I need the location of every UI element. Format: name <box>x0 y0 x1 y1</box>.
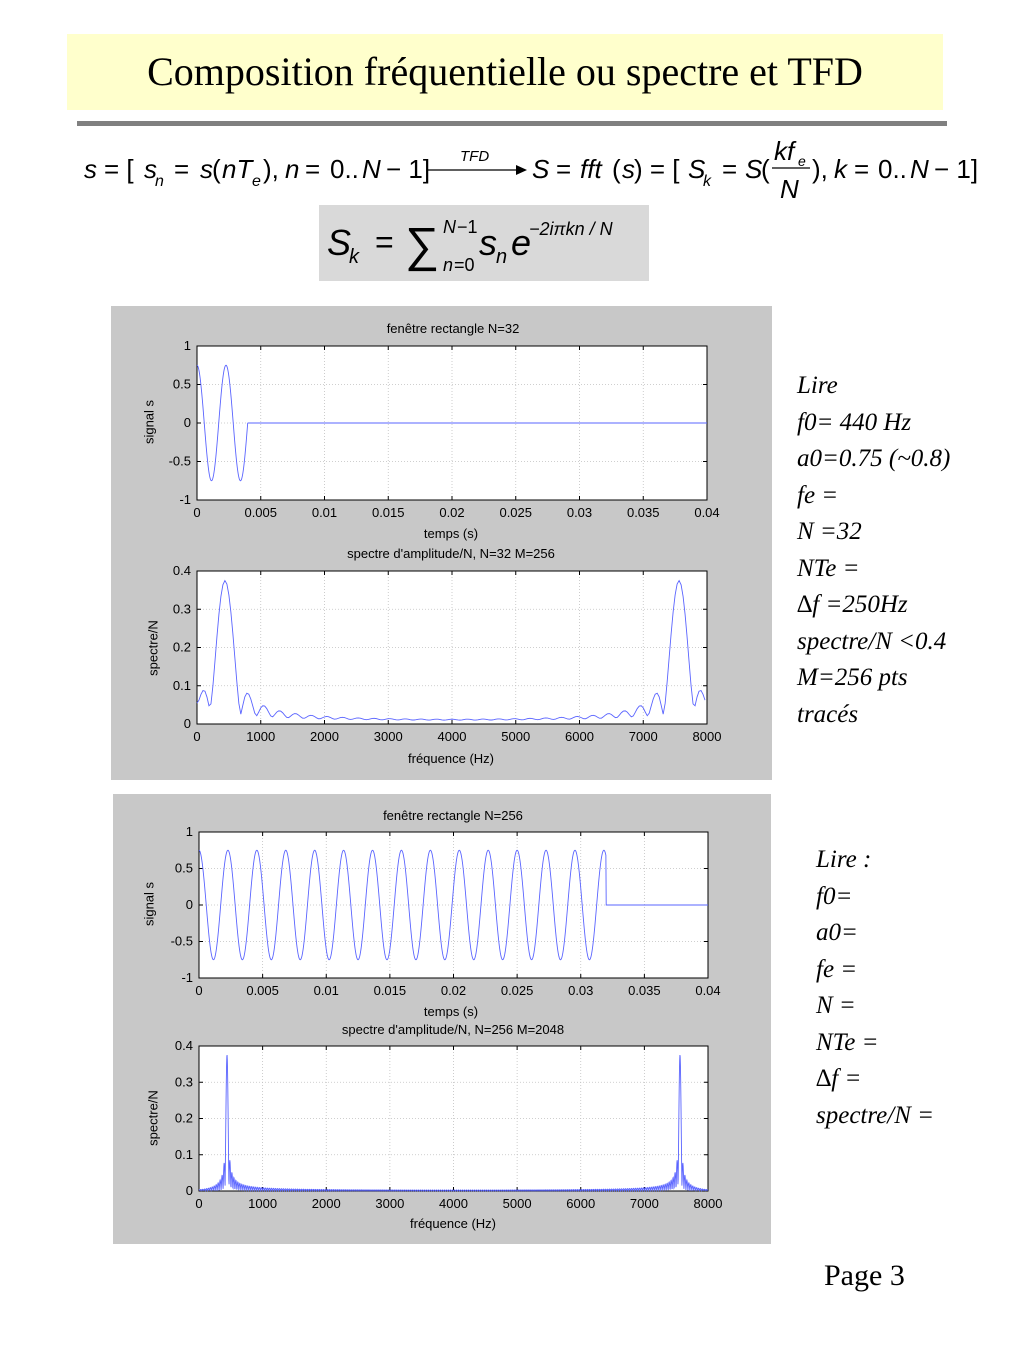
svg-text:(: ( <box>612 154 621 184</box>
y-axis-label-signal-n256: signal s <box>141 881 157 927</box>
y-tick-label: -0.5 <box>170 933 193 949</box>
note-line: spectre/N <0.4 <box>797 627 947 655</box>
svg-text:k: k <box>703 173 711 190</box>
x-tick-label: 0 <box>195 1196 203 1211</box>
svg-text:S: S <box>532 154 550 184</box>
note-line: f0= 440 Hz <box>797 408 912 436</box>
note-line: NTe = <box>816 1028 879 1056</box>
x-tick-label: 0.035 <box>626 505 660 520</box>
x-tick-label: 1000 <box>246 729 276 744</box>
x-tick-label: 8000 <box>693 1196 723 1211</box>
svg-text:S: S <box>327 222 352 263</box>
x-axis-label-spectrum-n32: fréquence (Hz) <box>408 751 494 766</box>
svg-text:(: ( <box>761 154 770 184</box>
note-line: ∆f = <box>816 1065 862 1092</box>
y-tick-label: 0.1 <box>172 677 191 693</box>
svg-text:−1: −1 <box>457 217 478 237</box>
svg-text:e: e <box>252 173 261 190</box>
svg-text:=: = <box>722 154 738 184</box>
svg-text:s: s <box>200 154 213 184</box>
figure-panel-n32 <box>111 306 772 780</box>
x-axis-label-spectrum-n256: fréquence (Hz) <box>410 1216 496 1231</box>
x-tick-label: 0.01 <box>313 983 339 998</box>
x-tick-label: 7000 <box>628 729 658 744</box>
svg-text:= [: = [ <box>104 154 134 184</box>
svg-text:N: N <box>362 154 381 184</box>
y-axis-label-spectrum-n32: spectre/N <box>145 620 161 676</box>
svg-text:TFD: TFD <box>460 148 490 165</box>
note-line: spectre/N = <box>816 1101 935 1129</box>
svg-text:=: = <box>556 154 572 184</box>
note-line: f0= <box>816 882 853 910</box>
x-tick-label: 0.025 <box>500 983 534 998</box>
svg-text:−2iπkn / N: −2iπkn / N <box>529 219 613 239</box>
note-line: fe = <box>816 955 858 983</box>
y-tick-label: 0.2 <box>174 1110 193 1126</box>
x-tick-label: 0.03 <box>566 505 593 520</box>
y-tick-label: 0 <box>183 716 191 731</box>
y-axis-label-spectrum-n256: spectre/N <box>145 1090 161 1146</box>
chart-title-spectrum-n32: spectre d'amplitude/N, N=32 M=256 <box>347 546 555 561</box>
svg-text:N: N <box>910 154 929 184</box>
svg-text:s: s <box>479 222 497 263</box>
x-tick-label: 8000 <box>692 729 722 744</box>
reading-notes-n32 <box>797 368 950 733</box>
x-tick-label: 0.025 <box>499 505 533 520</box>
y-tick-label: 0.3 <box>172 601 191 617</box>
y-tick-label: -0.5 <box>168 453 191 469</box>
svg-text:− 1]: − 1] <box>386 154 431 184</box>
svg-text:s: s <box>622 154 635 184</box>
chart-title-signal-n256: fenêtre rectangle N=256 <box>383 808 523 823</box>
y-tick-label: 0 <box>185 897 193 912</box>
svg-text:n: n <box>496 246 508 268</box>
x-tick-label: 4000 <box>437 729 467 744</box>
svg-text:nT: nT <box>222 154 253 184</box>
x-tick-label: 0.005 <box>244 505 278 520</box>
y-tick-label: 0 <box>185 1183 193 1198</box>
x-tick-label: 5000 <box>502 1196 532 1211</box>
x-tick-label: 0.015 <box>371 505 405 520</box>
x-tick-label: 0 <box>193 729 201 744</box>
svg-text:kf: kf <box>774 136 795 166</box>
slide-title: Composition fréquentielle ou spectre et TFD <box>147 49 863 94</box>
y-tick-label: -1 <box>179 492 191 507</box>
svg-text:S: S <box>745 154 763 184</box>
svg-text:k: k <box>349 246 359 268</box>
svg-text:),: ), <box>812 154 828 184</box>
page-number: Page 3 <box>824 1259 905 1292</box>
x-tick-label: 0.005 <box>246 983 279 998</box>
svg-text:s: s <box>144 154 157 184</box>
chart-signal-n32 <box>111 306 772 780</box>
note-line: Lire <box>797 372 838 399</box>
note-line: tracés <box>797 700 859 728</box>
chart-signal-n256 <box>113 794 771 1244</box>
svg-text:e: e <box>511 222 532 263</box>
chart-title-signal-n32: fenêtre rectangle N=32 <box>386 321 520 336</box>
x-tick-label: 0.035 <box>628 983 661 998</box>
note-line: N = <box>816 992 856 1019</box>
y-tick-label: 1 <box>183 338 191 353</box>
x-tick-label: 4000 <box>439 1196 468 1211</box>
note-line: N =32 <box>797 518 862 545</box>
x-tick-label: 0.01 <box>311 505 338 520</box>
svg-text:),: ), <box>263 154 279 184</box>
x-tick-label: 3000 <box>375 1196 405 1211</box>
y-axis-label-signal-n32: signal s <box>141 399 157 445</box>
svg-text:=: = <box>854 154 870 184</box>
x-tick-label: 2000 <box>311 1196 341 1211</box>
note-line: NTe = <box>797 554 860 582</box>
dft-sum-formula <box>319 205 649 281</box>
x-tick-label: 1000 <box>248 1196 278 1211</box>
x-tick-label: 7000 <box>629 1196 659 1211</box>
y-tick-label: 0.5 <box>172 376 191 392</box>
svg-text:S: S <box>688 154 706 184</box>
y-tick-label: 0.1 <box>174 1146 193 1162</box>
svg-text:) = [: ) = [ <box>634 154 680 184</box>
figure-panel-n256 <box>113 794 771 1244</box>
x-tick-label: 6000 <box>565 729 594 744</box>
reading-notes-n256 <box>816 842 934 1134</box>
svg-text:=: = <box>375 224 394 260</box>
x-tick-label: 0.02 <box>440 983 467 998</box>
x-tick-label: 5000 <box>501 729 531 744</box>
svg-text:∑: ∑ <box>405 219 440 272</box>
x-tick-label: 3000 <box>373 729 403 744</box>
svg-text:0..: 0.. <box>330 154 359 184</box>
x-tick-label: 0.015 <box>373 983 407 998</box>
svg-text:=0: =0 <box>454 255 475 275</box>
y-tick-label: 0.2 <box>172 639 191 655</box>
x-tick-label: 6000 <box>566 1196 596 1211</box>
x-tick-label: 0.04 <box>695 983 721 998</box>
chart-title-spectrum-n256: spectre d'amplitude/N, N=256 M=2048 <box>341 1022 565 1037</box>
y-tick-label: 0.5 <box>174 860 193 876</box>
note-line: a0=0.75 (~0.8) <box>797 445 951 472</box>
svg-text:fft: fft <box>580 154 602 184</box>
note-line: fe = <box>797 481 839 509</box>
svg-text:− 1]: − 1] <box>934 154 979 184</box>
svg-text:n: n <box>155 173 164 190</box>
note-line: Lire : <box>816 846 872 873</box>
y-tick-label: 0 <box>183 415 191 430</box>
svg-text:N: N <box>443 217 456 237</box>
x-tick-label: 2000 <box>310 729 339 744</box>
note-line: ∆f =250Hz <box>797 591 908 618</box>
svg-text:k: k <box>834 154 847 184</box>
svg-text:n: n <box>443 255 454 275</box>
svg-text:(: ( <box>212 154 221 184</box>
x-tick-label: 0.04 <box>694 505 720 520</box>
svg-text:n: n <box>285 154 300 184</box>
x-axis-label-signal-n256: temps (s) <box>423 1004 479 1019</box>
y-tick-label: 0.4 <box>174 1038 193 1053</box>
title-box <box>67 34 943 110</box>
x-axis-label-signal-n32: temps (s) <box>423 526 479 541</box>
note-line: M=256 pts <box>797 664 908 691</box>
x-tick-label: 0 <box>193 505 201 520</box>
svg-text:e: e <box>798 153 806 169</box>
y-tick-label: 0.4 <box>172 563 191 578</box>
svg-text:N: N <box>780 174 799 204</box>
svg-text:=: = <box>174 154 190 184</box>
title-underline <box>77 121 947 126</box>
x-tick-label: 0.03 <box>568 983 594 998</box>
y-tick-label: -1 <box>181 970 193 985</box>
x-tick-label: 0.02 <box>439 505 465 520</box>
svg-text:s: s <box>84 154 97 184</box>
y-tick-label: 0.3 <box>174 1074 193 1090</box>
tfd-definition-formula <box>72 132 992 206</box>
y-tick-label: 1 <box>185 824 193 839</box>
svg-text:0..: 0.. <box>878 154 907 184</box>
note-line: a0= <box>816 919 858 946</box>
svg-text:=: = <box>305 154 321 184</box>
x-tick-label: 0 <box>195 983 203 998</box>
